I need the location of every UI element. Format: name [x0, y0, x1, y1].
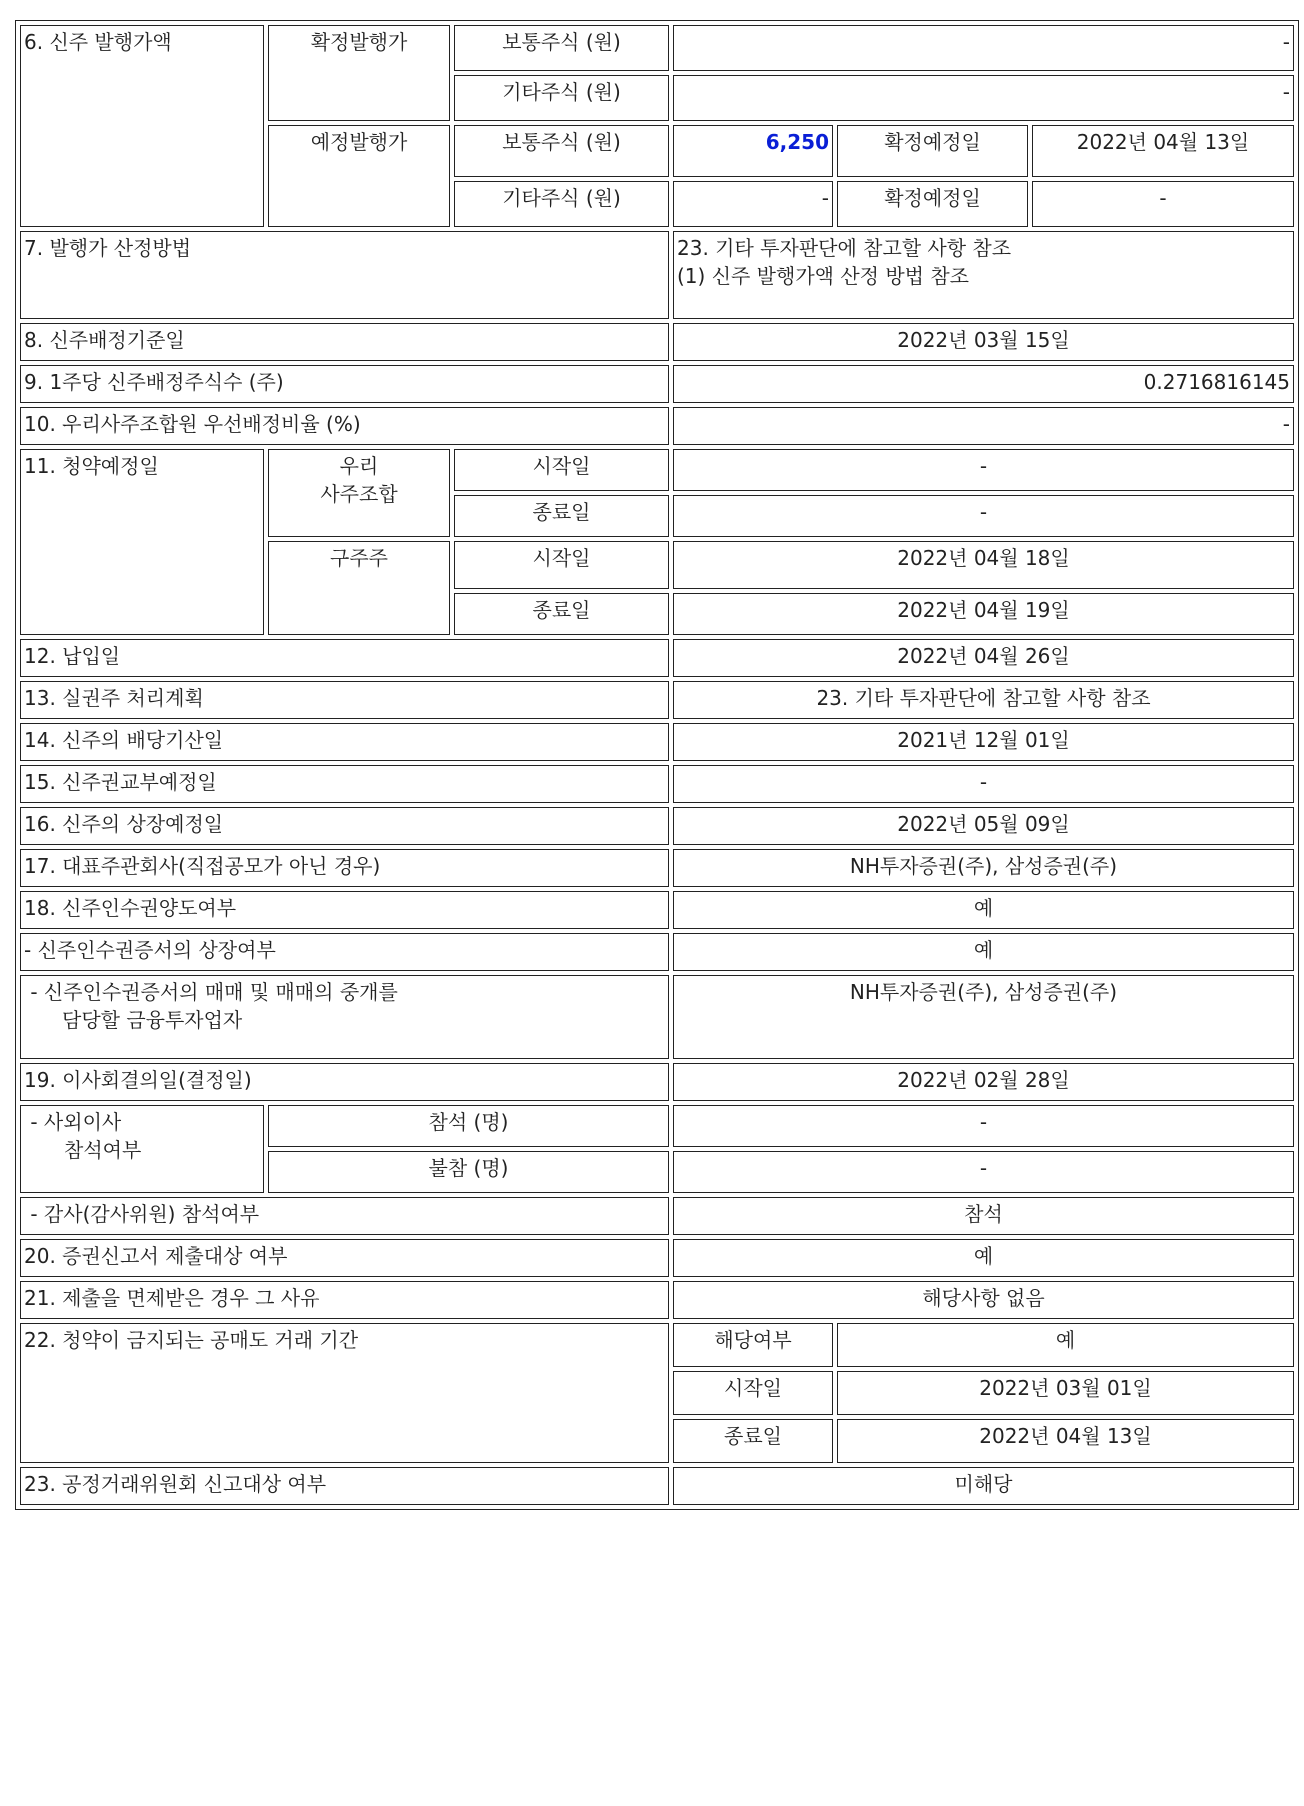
rights-broker-label — [20, 975, 669, 1059]
row-outside-directors-present — [20, 1105, 1294, 1147]
scheduled-other-confirm-date: - — [1032, 181, 1294, 227]
scheduled-other-confirm-date-label: 확정예정일 — [837, 181, 1028, 227]
disclosure-table — [15, 20, 1299, 1510]
row-auditor-attendance — [20, 1197, 1294, 1235]
listing-date-label: 16. 신주의 상장예정일 — [20, 807, 669, 845]
row-shares-per-share — [20, 365, 1294, 403]
outside-directors-label-line2: 참석여부 — [64, 1137, 142, 1162]
row-rights-transferable — [20, 891, 1294, 929]
auditor-attendance-value: 참석 — [673, 1197, 1294, 1235]
esop-label — [268, 449, 450, 537]
pricing-method-line1: 23. 기타 투자판단에 참고할 사항 참조 — [677, 236, 1012, 260]
row-esop-ratio — [20, 407, 1294, 445]
pricing-method-label: 7. 발행가 산정방법 — [20, 231, 669, 319]
registration-statement-label: 20. 증권신고서 제출대상 여부 — [20, 1239, 669, 1277]
row-registration-statement — [20, 1239, 1294, 1277]
directors-present-label: 참석 (명) — [268, 1105, 669, 1147]
dividend-date-value: 2021년 12월 01일 — [673, 723, 1294, 761]
record-date-value: 2022년 03월 15일 — [673, 323, 1294, 361]
row-board-resolution — [20, 1063, 1294, 1101]
row-subscription-esop-start — [20, 449, 1294, 491]
row-exemption-reason — [20, 1281, 1294, 1319]
record-date-label: 8. 신주배정기준일 — [20, 323, 669, 361]
row-dividend-date — [20, 723, 1294, 761]
esop-end-label: 종료일 — [454, 495, 669, 537]
outside-directors-label — [20, 1105, 264, 1193]
row-lead-manager — [20, 849, 1294, 887]
esop-ratio-value: - — [673, 407, 1294, 445]
row-listing-date — [20, 807, 1294, 845]
esop-label-line2: 사주조합 — [320, 481, 398, 506]
confirmed-other-label: 기타주식 (원) — [454, 75, 669, 121]
forfeited-shares-value: 23. 기타 투자판단에 참고할 사항 참조 — [673, 681, 1294, 719]
esop-ratio-label: 10. 우리사주조합원 우선배정비율 (%) — [20, 407, 669, 445]
dividend-date-label: 14. 신주의 배당기산일 — [20, 723, 669, 761]
subscription-label: 11. 청약예정일 — [20, 449, 264, 635]
short-sale-label: 22. 청약이 금지되는 공매도 거래 기간 — [20, 1323, 669, 1463]
directors-absent-label: 불참 (명) — [268, 1151, 669, 1193]
short-sale-end-value: 2022년 04월 13일 — [837, 1419, 1294, 1463]
esop-start-label: 시작일 — [454, 449, 669, 491]
rights-transferable-label: 18. 신주인수권양도여부 — [20, 891, 669, 929]
row-record-date — [20, 323, 1294, 361]
shares-per-share-label: 9. 1주당 신주배정주식수 (주) — [20, 365, 669, 403]
rights-listed-label: - 신주인수권증서의 상장여부 — [20, 933, 669, 971]
rights-broker-value: NH투자증권(주), 삼성증권(주) — [673, 975, 1294, 1059]
issue-price-label: 6. 신주 발행가액 — [20, 25, 264, 227]
row-rights-listed — [20, 933, 1294, 971]
directors-absent-value: - — [673, 1151, 1294, 1193]
confirmed-other-value: - — [673, 75, 1294, 121]
certificate-delivery-label: 15. 신주권교부예정일 — [20, 765, 669, 803]
disclosure-table-wrapper — [15, 20, 1299, 1510]
rights-listed-value: 예 — [673, 933, 1294, 971]
row-short-sale-applicable — [20, 1323, 1294, 1367]
listing-date-value: 2022년 05월 09일 — [673, 807, 1294, 845]
existing-start-value: 2022년 04월 18일 — [673, 541, 1294, 589]
rights-broker-label-line1: - 신주인수권증서의 매매 및 매매의 중개를 — [24, 980, 398, 1004]
registration-statement-value: 예 — [673, 1239, 1294, 1277]
short-sale-applicable-value: 예 — [837, 1323, 1294, 1367]
confirmed-price-label: 확정발행가 — [268, 25, 450, 121]
board-resolution-label: 19. 이사회결의일(결정일) — [20, 1063, 669, 1101]
short-sale-start-value: 2022년 03월 01일 — [837, 1371, 1294, 1415]
short-sale-start-label: 시작일 — [673, 1371, 833, 1415]
confirmed-common-value: - — [673, 25, 1294, 71]
shares-per-share-value: 0.2716816145 — [673, 365, 1294, 403]
existing-end-label: 종료일 — [454, 593, 669, 635]
row-certificate-delivery — [20, 765, 1294, 803]
scheduled-common-confirm-date: 2022년 04월 13일 — [1032, 125, 1294, 177]
scheduled-price-label: 예정발행가 — [268, 125, 450, 227]
certificate-delivery-value: - — [673, 765, 1294, 803]
auditor-attendance-label: - 감사(감사위원) 참석여부 — [20, 1197, 669, 1235]
scheduled-other-value: - — [673, 181, 833, 227]
payment-date-label: 12. 납입일 — [20, 639, 669, 677]
directors-present-value: - — [673, 1105, 1294, 1147]
short-sale-applicable-label: 해당여부 — [673, 1323, 833, 1367]
scheduled-other-label: 기타주식 (원) — [454, 181, 669, 227]
lead-manager-value: NH투자증권(주), 삼성증권(주) — [673, 849, 1294, 887]
scheduled-common-label: 보통주식 (원) — [454, 125, 669, 177]
short-sale-end-label: 종료일 — [673, 1419, 833, 1463]
existing-end-value: 2022년 04월 19일 — [673, 593, 1294, 635]
esop-end-value: - — [673, 495, 1294, 537]
scheduled-common-value: 6,250 — [673, 125, 833, 177]
exemption-reason-label: 21. 제출을 면제받은 경우 그 사유 — [20, 1281, 669, 1319]
row-issue-price-confirmed-common — [20, 25, 1294, 71]
lead-manager-label: 17. 대표주관회사(직접공모가 아닌 경우) — [20, 849, 669, 887]
ftc-report-value: 미해당 — [673, 1467, 1294, 1505]
outside-directors-label-line1: - 사외이사 — [24, 1110, 122, 1134]
outside-directors-label-line2-wrap — [24, 1137, 260, 1165]
esop-start-value: - — [673, 449, 1294, 491]
esop-label-line1: 우리 — [339, 454, 379, 478]
exemption-reason-value: 해당사항 없음 — [673, 1281, 1294, 1319]
row-rights-broker — [20, 975, 1294, 1059]
rights-broker-label-line2-wrap — [24, 1007, 665, 1035]
row-forfeited-shares — [20, 681, 1294, 719]
existing-start-label: 시작일 — [454, 541, 669, 589]
forfeited-shares-label: 13. 실권주 처리계획 — [20, 681, 669, 719]
scheduled-common-confirm-date-label: 확정예정일 — [837, 125, 1028, 177]
row-pricing-method — [20, 231, 1294, 319]
ftc-report-label: 23. 공정거래위원회 신고대상 여부 — [20, 1467, 669, 1505]
board-resolution-value: 2022년 02월 28일 — [673, 1063, 1294, 1101]
rights-transferable-value: 예 — [673, 891, 1294, 929]
row-ftc-report — [20, 1467, 1294, 1505]
payment-date-value: 2022년 04월 26일 — [673, 639, 1294, 677]
pricing-method-value — [673, 231, 1294, 319]
rights-broker-label-line2: 담당할 금융투자업자 — [62, 1007, 243, 1032]
confirmed-common-label: 보통주식 (원) — [454, 25, 669, 71]
pricing-method-line2: (1) 신주 발행가액 산정 방법 참조 — [677, 263, 969, 288]
row-payment-date — [20, 639, 1294, 677]
existing-shareholders-label: 구주주 — [268, 541, 450, 635]
